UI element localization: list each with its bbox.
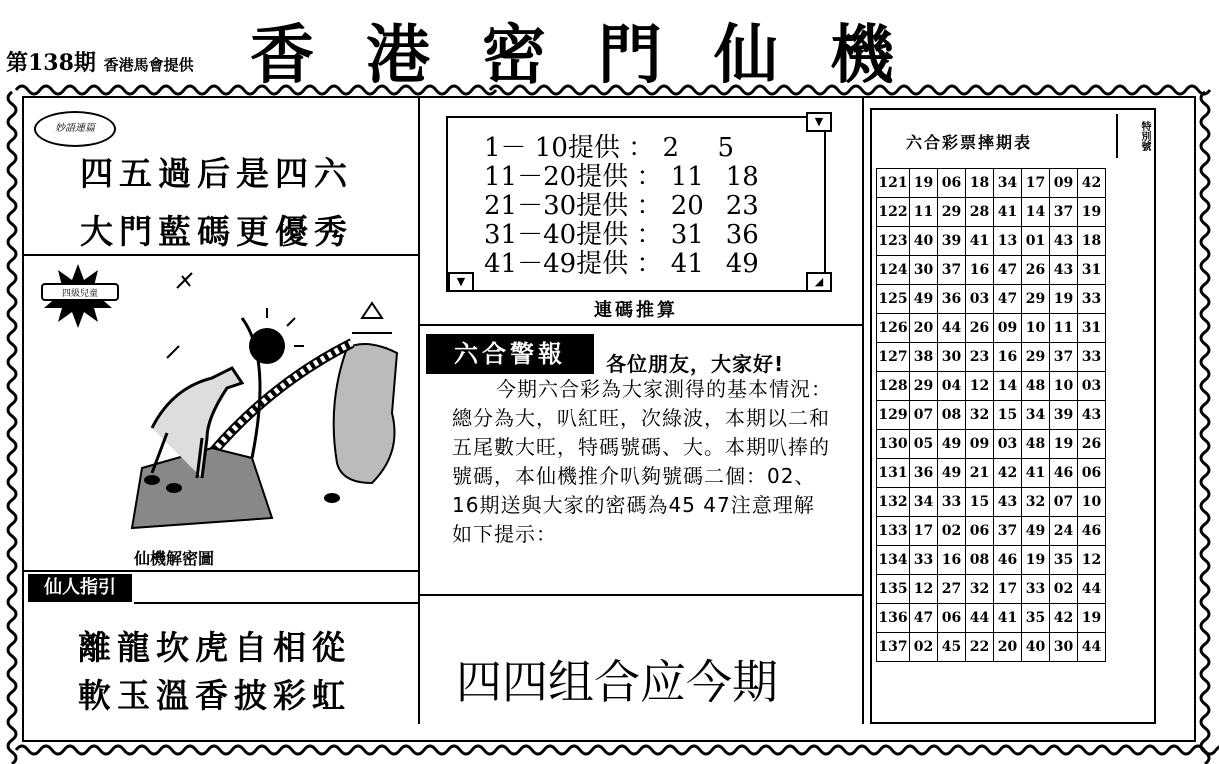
number-cell: 06	[938, 169, 966, 198]
number-cell: 42	[1078, 169, 1106, 198]
number-cell: 20	[994, 633, 1022, 662]
number-cell: 02	[1050, 575, 1078, 604]
number-cell: 03	[994, 430, 1022, 459]
table-row	[877, 227, 1106, 256]
table-row	[877, 372, 1106, 401]
period-cell: 129	[877, 401, 910, 430]
number-cell: 34	[910, 488, 938, 517]
provider-text: 香港馬會提供	[103, 56, 194, 74]
divider	[24, 570, 418, 572]
number-cell: 33	[1078, 343, 1106, 372]
number-cell: 30	[910, 256, 938, 285]
number-cell: 01	[1022, 227, 1050, 256]
number-cell: 19	[1050, 430, 1078, 459]
number-cell: 17	[910, 517, 938, 546]
number-cell: 42	[1050, 604, 1078, 633]
number-cell: 28	[966, 198, 994, 227]
provide-row: 21－30提供 ： 20 23	[484, 191, 759, 221]
number-cell: 19	[1078, 198, 1106, 227]
period-cell: 132	[877, 488, 910, 517]
number-cell: 37	[994, 517, 1022, 546]
number-cell: 32	[966, 401, 994, 430]
number-cell: 29	[1022, 285, 1050, 314]
table-title: 六合彩票摔期表	[906, 133, 1033, 152]
number-cell: 06	[938, 604, 966, 633]
number-cell: 36	[910, 459, 938, 488]
number-cell: 04	[938, 372, 966, 401]
number-cell: 39	[1050, 401, 1078, 430]
divider	[420, 324, 862, 326]
number-cell: 30	[1050, 633, 1078, 662]
number-cell: 19	[1022, 546, 1050, 575]
provide-caption: 連碼推算	[594, 300, 678, 321]
table-row	[877, 575, 1106, 604]
number-cell: 15	[994, 401, 1022, 430]
number-cell: 31	[1078, 314, 1106, 343]
period-cell: 127	[877, 343, 910, 372]
issue-number: 第138期	[6, 50, 96, 76]
number-cell: 30	[938, 343, 966, 372]
number-cell: 49	[910, 285, 938, 314]
number-cell: 39	[938, 227, 966, 256]
number-cell: 15	[966, 488, 994, 517]
puzzle-illustration	[32, 258, 416, 548]
divider	[24, 254, 418, 256]
alert-label: 六合警報	[426, 334, 594, 374]
number-cell: 03	[1078, 372, 1106, 401]
number-cell: 16	[938, 546, 966, 575]
number-cell: 20	[910, 314, 938, 343]
period-cell: 137	[877, 633, 910, 662]
number-cell: 37	[1050, 343, 1078, 372]
number-cell: 09	[994, 314, 1022, 343]
number-cell: 43	[1078, 401, 1106, 430]
number-cell: 35	[1022, 604, 1050, 633]
number-cell: 33	[1022, 575, 1050, 604]
number-cell: 26	[1078, 430, 1106, 459]
number-cell: 41	[994, 198, 1022, 227]
table-row	[877, 401, 1106, 430]
number-cell: 48	[1022, 372, 1050, 401]
period-cell: 136	[877, 604, 910, 633]
number-cell: 05	[910, 430, 938, 459]
number-cell: 43	[1050, 227, 1078, 256]
table-row	[877, 633, 1106, 662]
number-cell: 32	[1022, 488, 1050, 517]
number-cell: 06	[966, 517, 994, 546]
number-cell: 19	[910, 169, 938, 198]
number-cell: 48	[1022, 430, 1050, 459]
results-table	[876, 168, 1106, 662]
table-row	[877, 343, 1106, 372]
slogan-text: 四四组合应今期	[456, 655, 778, 709]
number-cell: 41	[1022, 459, 1050, 488]
number-cell: 12	[910, 575, 938, 604]
issue-header	[6, 46, 194, 77]
period-cell: 121	[877, 169, 910, 198]
provide-row: 11－20提供 ： 11 18	[484, 162, 759, 192]
number-cell: 10	[1050, 372, 1078, 401]
number-cell: 46	[1050, 459, 1078, 488]
number-cell: 46	[1078, 517, 1106, 546]
number-cell: 40	[910, 227, 938, 256]
table-row	[877, 285, 1106, 314]
article-text: 今期六合彩為大家測得的基本情況：總分為大，叭紅旺，次綠波，本期以二和五尾數大旺，特碼號碼、大。本期叭捧的號碼，本仙機推介叭夠號碼二個：02、16期送與大家的密碼為45 47注意理解如下提示：	[452, 377, 832, 546]
number-cell: 49	[1022, 517, 1050, 546]
table-row	[877, 459, 1106, 488]
poem-bottom-line-1: 離龍坎虎自相從	[78, 628, 351, 667]
table-row	[877, 488, 1106, 517]
number-cell: 41	[994, 604, 1022, 633]
number-cell: 08	[966, 546, 994, 575]
number-cell: 21	[966, 459, 994, 488]
number-cell: 26	[966, 314, 994, 343]
number-cell: 24	[1050, 517, 1078, 546]
table-row	[877, 314, 1106, 343]
number-cell: 37	[1050, 198, 1078, 227]
period-cell: 133	[877, 517, 910, 546]
table-row	[877, 198, 1106, 227]
arrow-icon: ◢	[806, 272, 832, 292]
number-cell: 16	[966, 256, 994, 285]
number-cell: 40	[1022, 633, 1050, 662]
poem-top-line-1: 四五過后是四六	[80, 154, 353, 193]
period-cell: 134	[877, 546, 910, 575]
number-cell: 17	[994, 575, 1022, 604]
period-cell: 123	[877, 227, 910, 256]
number-cell: 33	[910, 546, 938, 575]
number-cell: 22	[966, 633, 994, 662]
number-cell: 47	[910, 604, 938, 633]
number-cell: 12	[1078, 546, 1106, 575]
number-cell: 19	[1078, 604, 1106, 633]
chevron-down-icon: ▼	[448, 272, 474, 292]
period-cell: 126	[877, 314, 910, 343]
period-cell: 131	[877, 459, 910, 488]
divider-right	[862, 98, 864, 724]
divider	[134, 602, 418, 604]
poem-top-line-2: 大門藍碼更優秀	[80, 212, 353, 251]
number-cell: 27	[938, 575, 966, 604]
number-cell: 07	[910, 401, 938, 430]
number-cell: 02	[910, 633, 938, 662]
number-cell: 45	[938, 633, 966, 662]
number-cell: 06	[1078, 459, 1106, 488]
number-cell: 29	[910, 372, 938, 401]
number-cell: 35	[1050, 546, 1078, 575]
number-cell: 44	[1078, 633, 1106, 662]
greeting-text: 各位朋友，大家好!	[606, 352, 785, 376]
table-row	[877, 169, 1106, 198]
chevron-down-icon: ▼	[806, 112, 832, 132]
oval-tag: 妙語連篇	[34, 111, 116, 147]
number-cell: 29	[938, 198, 966, 227]
number-cell: 07	[1050, 488, 1078, 517]
number-cell: 42	[994, 459, 1022, 488]
provide-row: 31－40提供 ： 31 36	[484, 220, 759, 250]
number-cell: 34	[1022, 401, 1050, 430]
number-cell: 47	[994, 285, 1022, 314]
number-cell: 41	[966, 227, 994, 256]
number-cell: 34	[994, 169, 1022, 198]
number-cell: 18	[1078, 227, 1106, 256]
number-cell: 08	[938, 401, 966, 430]
number-cell: 37	[938, 256, 966, 285]
number-cell: 29	[1022, 343, 1050, 372]
number-cell: 23	[966, 343, 994, 372]
provide-row: 1－ 10提供 ： 2 5	[484, 133, 734, 163]
special-label: 特別號	[1116, 114, 1150, 158]
number-cell: 31	[1078, 256, 1106, 285]
number-cell: 44	[1078, 575, 1106, 604]
number-cell: 19	[1050, 285, 1078, 314]
provide-row: 41－49提供 ： 41 49	[484, 249, 759, 279]
number-cell: 38	[910, 343, 938, 372]
number-cell: 33	[938, 488, 966, 517]
number-cell: 14	[1022, 198, 1050, 227]
table-row	[877, 517, 1106, 546]
number-cell: 03	[966, 285, 994, 314]
number-cell: 32	[966, 575, 994, 604]
number-cell: 11	[910, 198, 938, 227]
poem-bottom-line-2: 軟玉溫香披彩虹	[78, 676, 351, 715]
number-cell: 26	[1022, 256, 1050, 285]
number-cell: 14	[994, 372, 1022, 401]
period-cell: 128	[877, 372, 910, 401]
number-cell: 17	[1022, 169, 1050, 198]
period-cell: 130	[877, 430, 910, 459]
number-cell: 09	[966, 430, 994, 459]
number-cell: 13	[994, 227, 1022, 256]
number-cell: 44	[938, 314, 966, 343]
table-row	[877, 256, 1106, 285]
period-cell: 122	[877, 198, 910, 227]
number-cell: 10	[1078, 488, 1106, 517]
table-row	[877, 604, 1106, 633]
number-cell: 47	[994, 256, 1022, 285]
number-cell: 12	[966, 372, 994, 401]
number-cell: 49	[938, 459, 966, 488]
number-cell: 16	[994, 343, 1022, 372]
page-title: 香港密門仙機	[250, 19, 946, 93]
period-cell: 124	[877, 256, 910, 285]
number-cell: 36	[938, 285, 966, 314]
number-cell: 09	[1050, 169, 1078, 198]
image-caption: 仙機解密圖	[134, 549, 215, 568]
number-cell: 49	[938, 430, 966, 459]
table-row	[877, 546, 1106, 575]
number-cell: 10	[1022, 314, 1050, 343]
provide-list	[484, 134, 759, 279]
number-cell: 18	[966, 169, 994, 198]
badge-text: 四級兒童	[61, 289, 99, 299]
number-cell: 43	[994, 488, 1022, 517]
number-cell: 33	[1078, 285, 1106, 314]
number-cell: 44	[966, 604, 994, 633]
number-cell: 46	[994, 546, 1022, 575]
period-cell: 135	[877, 575, 910, 604]
divider	[420, 594, 862, 596]
table-row	[877, 430, 1106, 459]
divider-left	[418, 98, 420, 724]
number-cell: 11	[1050, 314, 1078, 343]
period-cell: 125	[877, 285, 910, 314]
guide-label: 仙人指引	[28, 574, 132, 602]
number-cell: 43	[1050, 256, 1078, 285]
number-cell: 02	[938, 517, 966, 546]
